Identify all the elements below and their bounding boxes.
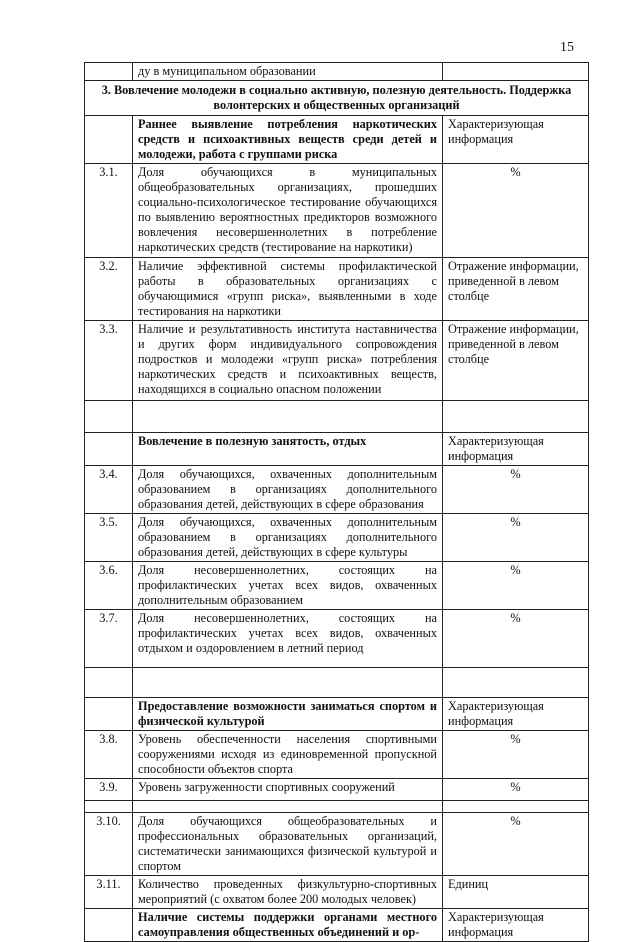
row-number: 3.4. xyxy=(85,466,133,514)
row-number xyxy=(85,909,133,942)
row-description-cell xyxy=(133,801,443,813)
row-description: Уровень обеспеченности населения спортивными сооружениями исходя из единовременной пропускной способности объектов спорта xyxy=(133,731,443,779)
row-unit: Характеризующая информация xyxy=(443,433,589,466)
row-unit: % xyxy=(443,779,589,801)
row-unit: Отражение информации, приведенной в левом столбце xyxy=(443,321,589,401)
table-row xyxy=(85,876,589,909)
row-description-cell xyxy=(133,401,443,433)
table-row xyxy=(85,258,589,321)
table-row xyxy=(85,466,589,514)
row-number-cell xyxy=(85,801,133,813)
row-number: 3.7. xyxy=(85,610,133,668)
page-number: 15 xyxy=(560,40,574,55)
row-description: Доля несовершеннолетних, состоящих на профилактических учетах всех видов, охваченных отдыхом и оздоровлением в летний период xyxy=(133,610,443,668)
row-unit: % xyxy=(443,466,589,514)
row-number: 3.9. xyxy=(85,779,133,801)
table-row xyxy=(85,433,589,466)
row-description: Доля обучающихся общеобразовательных и профессиональных образовательных организаций, систематически занимающихся физической культурой и спортом xyxy=(133,813,443,876)
row-description: Предоставление возможности заниматься спортом и физической культурой xyxy=(133,698,443,731)
row-number xyxy=(85,433,133,466)
table-row xyxy=(85,610,589,668)
table-row xyxy=(85,909,589,942)
row-description: Доля обучающихся в муниципальных общеобразовательных организациях, прошедших социально-психологическое тестирование обучающихся по выявлению вероятностных предикторов возможного вовлечения несовершеннолетних в потребление наркотических средств (тестирование на наркотики) xyxy=(133,164,443,258)
row-description: Вовлечение в полезную занятость, отдых xyxy=(133,433,443,466)
row-description: Наличие системы поддержки органами местного самоуправления общественных объединений и ор- xyxy=(133,909,443,942)
row-description: Наличие эффективной системы профилактической работы в образовательных организациях с обучающимися «групп риска», выявленными в ходе тестирования на наркотики xyxy=(133,258,443,321)
row-unit-cell xyxy=(443,801,589,813)
row-number xyxy=(85,116,133,164)
row-unit: Единиц xyxy=(443,876,589,909)
row-description: Наличие и результативность института наставничества и других форм индивидуального сопровождения подростков и молодежи «групп риска» потребления наркотических средств и психоактивных веществ, находящихся в социально опасном положении xyxy=(133,321,443,401)
row-unit-cell xyxy=(443,63,589,81)
table-row xyxy=(85,164,589,258)
row-unit: % xyxy=(443,813,589,876)
table-row xyxy=(85,562,589,610)
table-row xyxy=(85,63,589,81)
row-number: 3.10. xyxy=(85,813,133,876)
table-row xyxy=(85,779,589,801)
row-unit: Отражение информации, приведенной в левом столбце xyxy=(443,258,589,321)
row-description-cell xyxy=(133,668,443,698)
table-row xyxy=(85,731,589,779)
row-number: 3.5. xyxy=(85,514,133,562)
row-description: Доля несовершеннолетних, состоящих на профилактических учетах всех видов, охваченных дополнительным образованием xyxy=(133,562,443,610)
row-number-cell xyxy=(85,63,133,81)
section-title: 3. Вовлечение молодежи в социально активную, полезную деятельность. Поддержка волонтерских и общественных организаций xyxy=(85,81,589,116)
row-unit: Характеризующая информация xyxy=(443,116,589,164)
row-number: 3.11. xyxy=(85,876,133,909)
row-unit: % xyxy=(443,164,589,258)
section-header-row xyxy=(85,81,589,116)
row-unit: % xyxy=(443,731,589,779)
row-unit: % xyxy=(443,610,589,668)
row-number: 3.2. xyxy=(85,258,133,321)
row-description: Количество проведенных физкультурно-спортивных мероприятий (с охватом более 200 молодых человек) xyxy=(133,876,443,909)
table-row xyxy=(85,801,589,813)
table-row xyxy=(85,401,589,433)
row-description: Доля обучающихся, охваченных дополнительным образованием в организациях дополнительного образования детей, действующих в сфере образования xyxy=(133,466,443,514)
row-description: Уровень загруженности спортивных сооружений xyxy=(133,779,443,801)
row-number xyxy=(85,698,133,731)
row-number: 3.6. xyxy=(85,562,133,610)
table-row xyxy=(85,116,589,164)
row-unit-cell xyxy=(443,668,589,698)
table-row xyxy=(85,321,589,401)
row-unit: Характеризующая информация xyxy=(443,698,589,731)
indicators-table xyxy=(84,62,589,942)
table-row xyxy=(85,698,589,731)
row-unit: % xyxy=(443,514,589,562)
row-number-cell xyxy=(85,668,133,698)
row-unit: Характеризующая информация xyxy=(443,909,589,942)
row-unit-cell xyxy=(443,401,589,433)
row-description: Доля обучающихся, охваченных дополнительным образованием в организациях дополнительного образования детей, действующих в сфере культуры xyxy=(133,514,443,562)
row-unit: % xyxy=(443,562,589,610)
table-row xyxy=(85,668,589,698)
row-description: ду в муниципальном образовании xyxy=(133,63,443,81)
table-row xyxy=(85,813,589,876)
row-number-cell xyxy=(85,401,133,433)
row-number: 3.3. xyxy=(85,321,133,401)
row-number: 3.8. xyxy=(85,731,133,779)
row-number: 3.1. xyxy=(85,164,133,258)
row-description: Раннее выявление потребления наркотических средств и психоактивных веществ среди детей и молодежи, работа с группами риска xyxy=(133,116,443,164)
table-row xyxy=(85,514,589,562)
